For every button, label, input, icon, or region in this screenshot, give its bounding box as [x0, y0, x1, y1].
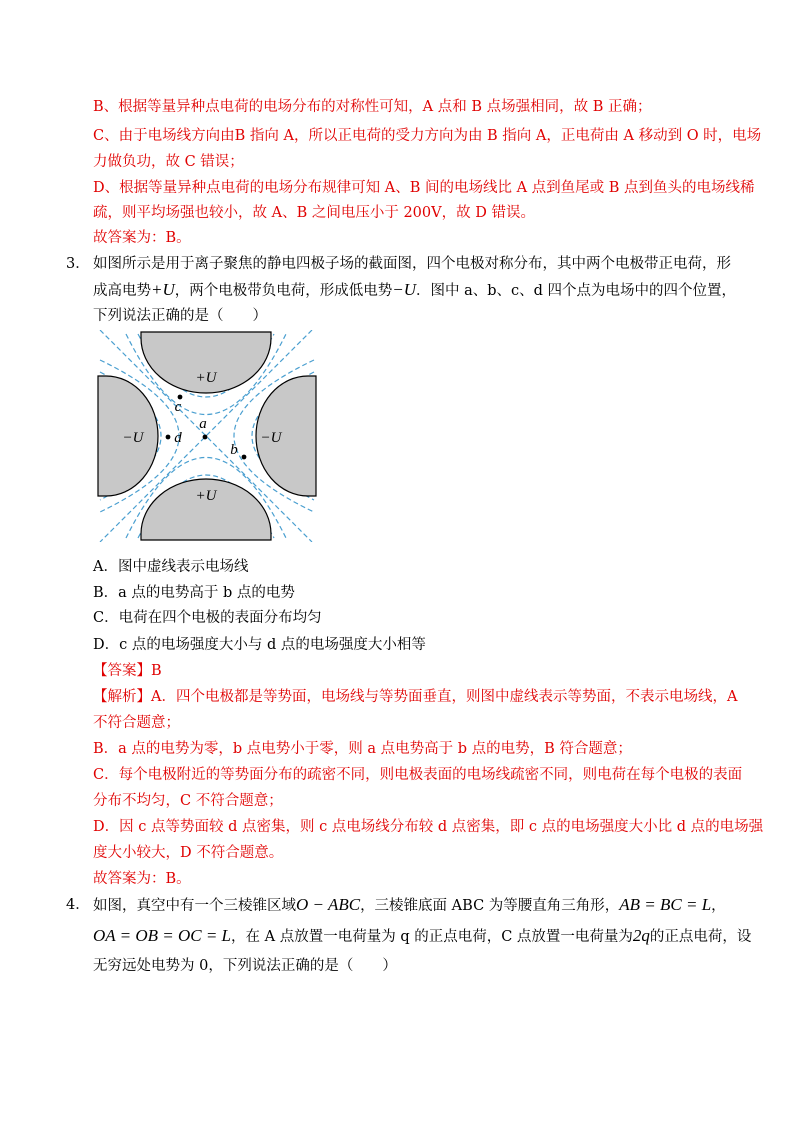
q4-stem-line2: [93, 926, 751, 947]
q4-text-a: 如图，真空中有一个三棱锥区域: [93, 898, 296, 914]
q3-analysis-line1: 【解析】A．四个电极都是等势面，电场线与等势面垂直，则图中虚线表示等势面，不表示电场线，A: [93, 689, 738, 705]
q4-text-e: 的正点电荷，设: [649, 929, 752, 945]
point-d-label: d: [174, 430, 182, 446]
left-electrode-label: −U: [122, 430, 144, 446]
q3-analysis-line6: D．因 c 点等势面较 d 点密集，则 c 点电场线分布较 d 点密集，即 c 点的电场强度大小比 d 点的电场强: [93, 819, 764, 835]
q4-text-b: ，三棱锥底面 ABC 为等腰直角三角形，: [360, 898, 620, 914]
q4-stem-line3: 无穷远处电势为 0，下列说法正确的是（ ）: [93, 958, 397, 974]
point-b-dot: [242, 455, 247, 460]
q4-stem-line1: [93, 895, 726, 916]
bottom-electrode-label: +U: [195, 488, 217, 504]
solution-d-line1: D、根据等量异种点电荷的电场分布规律可知 A、B 间的电场线比 A 点到鱼尾或 B 点到鱼头的电场线稀: [93, 180, 755, 196]
side-length-equation: AB = BC = L: [619, 895, 712, 914]
tetrahedron-symbol: O − ABC: [296, 895, 361, 914]
q3-stem-text-b: ，两个电极带负电荷，形成低电势: [174, 283, 393, 299]
q3-stem-line2: [93, 280, 736, 301]
q3-analysis-line4: C．每个电极附近的等势面分布的疏密不同，则电极表面的电场线疏密不同，则电荷在每个电极的表面: [93, 767, 743, 783]
q3-answer: 【答案】B: [93, 663, 162, 679]
question-number-3: 3．: [66, 256, 90, 272]
q3-final-answer: 故答案为：B。: [93, 871, 191, 887]
q3-stem-line1: 如图所示是用于离子聚焦的静电四极子场的截面图，四个电极对称分布，其中两个电极带正电荷，形: [93, 256, 731, 272]
plus-u-symbol: +U: [151, 280, 175, 299]
right-electrode-label: −U: [260, 430, 282, 446]
point-a-dot: [203, 435, 208, 440]
solution-final-answer: 故答案为：B。: [93, 230, 191, 246]
q4-text-d: ，在 A 点放置一电荷量为 q 的正点电荷，C 点放置一电荷量为: [231, 929, 633, 945]
q3-option-d: D．c 点的电场强度大小与 d 点的电场强度大小相等: [93, 637, 426, 653]
q3-analysis-line7: 度大小较大，D 不符合题意。: [93, 845, 284, 861]
solution-c-line1: C、由于电场线方向由B 指向 A，所以正电荷的受力方向为由 B 指向 A，正电荷由 A 移动到 O 时，电场: [93, 128, 762, 144]
q3-stem-text-a: 成高电势: [93, 283, 151, 299]
q3-option-c: C．电荷在四个电极的表面分布均匀: [93, 610, 322, 626]
point-c-label: c: [174, 399, 182, 415]
q3-option-b: B．a 点的电势高于 b 点的电势: [93, 585, 295, 601]
q3-option-a: A．图中虚线表示电场线: [93, 559, 249, 575]
charge-2q-symbol: 2q: [632, 926, 650, 945]
q4-text-c: ，: [711, 898, 726, 914]
q3-analysis-line5: 分布不均匀，C 不符合题意；: [93, 793, 283, 809]
edge-length-equation: OA = OB = OC = L: [93, 926, 232, 945]
top-electrode-label: +U: [195, 370, 217, 386]
q3-stem-text-c: ．图中 a、b、c、d 四个点为电场中的四个位置，: [416, 283, 737, 299]
question-number-4: 4．: [66, 897, 90, 913]
solution-d-line2: 疏，则平均场强也较小，故 A、B 之间电压小于 200V，故 D 错误。: [93, 205, 535, 221]
q3-analysis-line3: B．a 点的电势为零，b 点电势小于零，则 a 点电势高于 b 点的电势，B 符合题意；: [93, 741, 632, 757]
point-d-dot: [166, 435, 171, 440]
solution-b-line: B、根据等量异种点电荷的电场分布的对称性可知，A 点和 B 点场强相同，故 B 正确；: [93, 99, 652, 115]
q3-stem-line3: 下列说法正确的是（ ）: [93, 308, 267, 324]
minus-u-symbol: −U: [392, 280, 416, 299]
point-a-label: a: [199, 416, 207, 432]
quadrupole-figure: [96, 330, 318, 542]
solution-c-line2: 力做负功，故 C 错误；: [93, 154, 244, 170]
point-b-label: b: [230, 442, 238, 458]
q3-analysis-line2: 不符合题意；: [93, 715, 180, 731]
